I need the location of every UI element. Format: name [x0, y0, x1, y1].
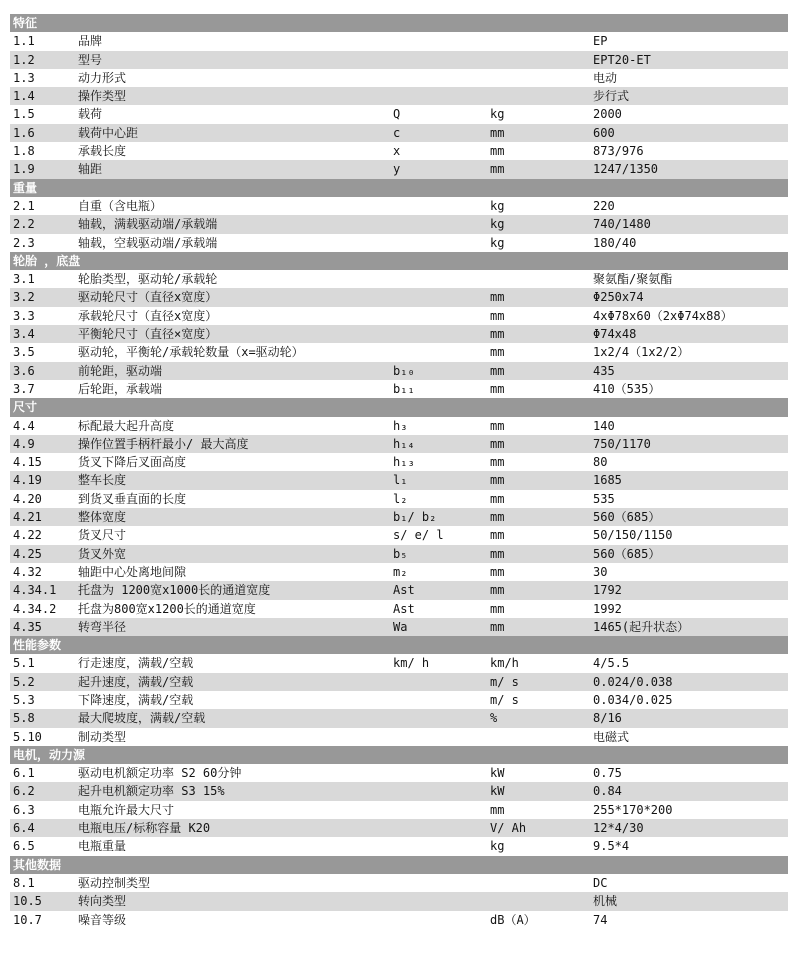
cell-unit: kg [490, 839, 505, 854]
cell-unit: mm [490, 290, 505, 305]
cell-value: 180/40 [593, 235, 637, 250]
cell-row-number: 10.5 [13, 894, 42, 909]
cell-value: 740/1480 [593, 217, 651, 232]
section-header [10, 636, 788, 654]
cell-value: 1x2/4（1x2/2） [593, 345, 690, 360]
cell-value: 步行式 [593, 89, 630, 104]
spec-row [10, 490, 788, 508]
cell-value: 560（685） [593, 510, 661, 525]
cell-value: 电动 [593, 70, 618, 85]
cell-symbol [393, 51, 490, 69]
cell-description: 轴距 [78, 162, 103, 177]
cell-value: 1792 [593, 583, 622, 598]
cell-row-number: 1.8 [13, 144, 35, 159]
cell-unit: mm [490, 162, 505, 177]
cell-unit: mm [490, 491, 505, 506]
cell-description: 品牌 [78, 34, 103, 49]
cell-description: 操作类型 [78, 89, 127, 104]
spec-row [10, 160, 788, 178]
cell-row-number: 2.3 [13, 235, 35, 250]
spec-row [10, 508, 788, 526]
spec-row [10, 288, 788, 306]
cell-unit [490, 69, 593, 87]
cell-symbol: Ast [393, 583, 415, 598]
cell-description: 电瓶允许最大尺寸 [78, 802, 175, 817]
cell-description: 整体宽度 [78, 510, 127, 525]
cell-symbol [393, 782, 490, 800]
cell-symbol: h₃ [393, 418, 408, 433]
cell-unit: mm [490, 327, 505, 342]
cell-symbol [393, 801, 490, 819]
cell-description: 驱动轮尺寸（直径x宽度） [78, 290, 218, 305]
section-title: 尺寸 [13, 400, 38, 415]
cell-symbol [393, 709, 490, 727]
spec-row [10, 343, 788, 361]
cell-description: 动力形式 [78, 70, 127, 85]
spec-row [10, 32, 788, 50]
cell-symbol: b₁₁ [393, 381, 415, 396]
cell-row-number: 5.8 [13, 711, 35, 726]
cell-unit: mm [490, 619, 505, 634]
cell-value: 0.84 [593, 784, 622, 799]
spec-row [10, 654, 788, 672]
cell-symbol: b₅ [393, 546, 408, 561]
cell-symbol: km/ h [393, 656, 430, 671]
cell-row-number: 5.2 [13, 674, 35, 689]
cell-symbol [393, 911, 490, 929]
cell-symbol [393, 673, 490, 691]
cell-row-number: 6.3 [13, 802, 35, 817]
cell-row-number: 1.5 [13, 107, 35, 122]
cell-value: 4/5.5 [593, 656, 630, 671]
cell-description: 转向类型 [78, 894, 127, 909]
cell-symbol: l₁ [393, 473, 408, 488]
section-header [10, 252, 788, 270]
cell-unit: m/ s [490, 692, 519, 707]
cell-unit: mm [490, 473, 505, 488]
cell-unit: mm [490, 125, 505, 140]
cell-value: 1685 [593, 473, 622, 488]
spec-row [10, 142, 788, 160]
cell-description: 驱动控制类型 [78, 875, 151, 890]
cell-unit: kg [490, 217, 505, 232]
cell-row-number: 10.7 [13, 912, 42, 927]
cell-unit: mm [490, 455, 505, 470]
cell-row-number: 4.9 [13, 436, 35, 451]
cell-value: DC [593, 875, 608, 890]
cell-unit: km/h [490, 656, 519, 671]
cell-description: 电瓶重量 [78, 839, 127, 854]
spec-row [10, 270, 788, 288]
section-header [10, 746, 788, 764]
cell-symbol [393, 343, 490, 361]
cell-description: 承载长度 [78, 144, 127, 159]
cell-row-number: 4.35 [13, 619, 42, 634]
cell-row-number: 4.15 [13, 455, 42, 470]
cell-value: 750/1170 [593, 436, 651, 451]
cell-description: 驱动轮，平衡轮/承载轮数量（x=驱动轮） [78, 345, 304, 360]
cell-unit: V/ Ah [490, 821, 527, 836]
section-title: 其他数据 [13, 857, 62, 872]
cell-symbol [393, 87, 490, 105]
section-title: 电机，动力源 [13, 747, 86, 762]
cell-row-number: 3.7 [13, 381, 35, 396]
cell-row-number: 5.10 [13, 729, 42, 744]
spec-row [10, 307, 788, 325]
cell-symbol: h₁₄ [393, 436, 415, 451]
cell-description: 起升电机额定功率 S3 15% [78, 784, 225, 799]
cell-row-number: 8.1 [13, 875, 35, 890]
cell-row-number: 1.2 [13, 52, 35, 67]
cell-value: 600 [593, 125, 615, 140]
specification-table [10, 14, 788, 929]
cell-value: 1992 [593, 601, 622, 616]
spec-row [10, 325, 788, 343]
spec-row [10, 435, 788, 453]
cell-row-number: 4.22 [13, 528, 42, 543]
cell-description: 载荷中心距 [78, 125, 139, 140]
cell-description: 托盘为 1200宽x1000长的通道宽度 [78, 583, 271, 598]
cell-symbol [393, 307, 490, 325]
cell-value: 80 [593, 455, 608, 470]
cell-unit: mm [490, 546, 505, 561]
section-title: 重量 [13, 180, 38, 195]
cell-unit: kW [490, 766, 505, 781]
cell-row-number: 1.3 [13, 70, 35, 85]
cell-symbol [393, 691, 490, 709]
cell-symbol: b₁/ b₂ [393, 510, 437, 525]
cell-description: 轴载，满载驱动端/承载端 [78, 217, 218, 232]
spec-row [10, 764, 788, 782]
cell-description: 驱动电机额定功率 S2 60分钟 [78, 766, 242, 781]
cell-value: EP [593, 34, 608, 49]
cell-description: 载荷 [78, 107, 103, 122]
cell-unit: % [490, 711, 498, 726]
cell-unit: mm [490, 510, 505, 525]
cell-unit: kg [490, 235, 505, 250]
cell-row-number: 4.34.1 [13, 583, 57, 598]
cell-unit: mm [490, 418, 505, 433]
cell-symbol [393, 892, 490, 910]
cell-row-number: 3.3 [13, 308, 35, 323]
spec-row [10, 892, 788, 910]
cell-row-number: 6.4 [13, 821, 35, 836]
cell-description: 后轮距，承载端 [78, 381, 163, 396]
cell-symbol [393, 325, 490, 343]
cell-value: Φ74x48 [593, 327, 637, 342]
cell-value: Φ250x74 [593, 290, 644, 305]
cell-row-number: 6.1 [13, 766, 35, 781]
cell-value: 机械 [593, 894, 618, 909]
cell-row-number: 3.2 [13, 290, 35, 305]
cell-description: 货叉外宽 [78, 546, 127, 561]
cell-unit [490, 728, 593, 746]
cell-row-number: 1.6 [13, 125, 35, 140]
cell-symbol [393, 32, 490, 50]
cell-row-number: 4.25 [13, 546, 42, 561]
cell-unit: m/ s [490, 674, 519, 689]
spec-row [10, 87, 788, 105]
spec-row [10, 801, 788, 819]
spec-row [10, 728, 788, 746]
cell-row-number: 4.21 [13, 510, 42, 525]
spec-row [10, 819, 788, 837]
cell-description: 托盘为800宽x1200长的通道宽度 [78, 601, 256, 616]
cell-row-number: 5.1 [13, 656, 35, 671]
cell-description: 噪音等级 [78, 912, 127, 927]
cell-value: 220 [593, 198, 615, 213]
spec-row [10, 618, 788, 636]
cell-unit: mm [490, 564, 505, 579]
cell-symbol: l₂ [393, 491, 408, 506]
cell-description: 行走速度，满载/空载 [78, 656, 194, 671]
cell-unit: mm [490, 601, 505, 616]
cell-unit: kg [490, 198, 505, 213]
cell-value: 255*170*200 [593, 802, 673, 817]
cell-symbol [393, 819, 490, 837]
cell-value: 1247/1350 [593, 162, 659, 177]
cell-row-number: 5.3 [13, 692, 35, 707]
cell-value: 74 [593, 912, 608, 927]
cell-value: 4xΦ78x60（2xΦ74x88） [593, 308, 733, 323]
spec-row [10, 874, 788, 892]
cell-unit: mm [490, 308, 505, 323]
cell-value: 435 [593, 363, 615, 378]
cell-row-number: 4.20 [13, 491, 42, 506]
cell-symbol: m₂ [393, 564, 408, 579]
section-header [10, 856, 788, 874]
cell-symbol [393, 874, 490, 892]
cell-symbol [393, 728, 490, 746]
cell-symbol [393, 234, 490, 252]
section-header [10, 14, 788, 32]
cell-row-number: 1.9 [13, 162, 35, 177]
cell-symbol: s/ e/ l [393, 528, 444, 543]
cell-symbol [393, 837, 490, 855]
cell-value: 9.5*4 [593, 839, 630, 854]
cell-symbol: c [393, 125, 401, 140]
spec-row [10, 453, 788, 471]
cell-unit: mm [490, 802, 505, 817]
cell-unit: mm [490, 345, 505, 360]
cell-value: 8/16 [593, 711, 622, 726]
cell-row-number: 4.4 [13, 418, 35, 433]
cell-symbol: Ast [393, 601, 415, 616]
cell-description: 前轮距，驱动端 [78, 363, 163, 378]
cell-description: 整车长度 [78, 473, 127, 488]
cell-description: 转弯半径 [78, 619, 127, 634]
section-header [10, 179, 788, 197]
cell-symbol [393, 764, 490, 782]
spec-row [10, 105, 788, 123]
cell-value: 1465(起升状态） [593, 619, 690, 634]
cell-row-number: 3.4 [13, 327, 35, 342]
cell-row-number: 1.4 [13, 89, 35, 104]
cell-value: 0.024/0.038 [593, 674, 673, 689]
spec-row [10, 124, 788, 142]
cell-unit: mm [490, 583, 505, 598]
cell-description: 轴距中心处离地间隙 [78, 564, 187, 579]
cell-value: 410（535） [593, 381, 661, 396]
cell-description: 货叉尺寸 [78, 528, 127, 543]
section-header [10, 398, 788, 416]
spec-row [10, 51, 788, 69]
cell-description: 标配最大起升高度 [78, 418, 175, 433]
section-title: 轮胎 ，底盘 [13, 253, 81, 268]
cell-symbol [393, 288, 490, 306]
cell-row-number: 3.6 [13, 363, 35, 378]
cell-symbol [393, 215, 490, 233]
spec-row [10, 417, 788, 435]
cell-row-number: 6.5 [13, 839, 35, 854]
cell-description: 货叉下降后叉面高度 [78, 455, 187, 470]
cell-value: 535 [593, 491, 615, 506]
cell-row-number: 4.32 [13, 564, 42, 579]
cell-unit [490, 32, 593, 50]
cell-row-number: 4.19 [13, 473, 42, 488]
cell-unit: mm [490, 436, 505, 451]
cell-description: 制动类型 [78, 729, 127, 744]
cell-symbol: Wa [393, 619, 408, 634]
spec-row [10, 581, 788, 599]
cell-unit [490, 270, 593, 288]
spec-row [10, 362, 788, 380]
cell-unit [490, 87, 593, 105]
cell-description: 电瓶电压/标称容量 K20 [78, 821, 211, 836]
cell-value: 12*4/30 [593, 821, 644, 836]
cell-value: 0.75 [593, 766, 622, 781]
cell-symbol: x [393, 144, 401, 159]
cell-unit: kg [490, 107, 505, 122]
spec-row [10, 911, 788, 929]
cell-row-number: 2.2 [13, 217, 35, 232]
spec-row [10, 234, 788, 252]
cell-unit [490, 874, 593, 892]
cell-description: 平衡轮尺寸（直径×宽度） [78, 327, 218, 342]
cell-value: 0.034/0.025 [593, 692, 673, 707]
cell-value: 30 [593, 564, 608, 579]
section-title: 性能参数 [13, 638, 62, 653]
cell-value: EPT20-ET [593, 52, 651, 67]
cell-value: 140 [593, 418, 615, 433]
cell-symbol [393, 69, 490, 87]
cell-description: 下降速度，满载/空载 [78, 692, 194, 707]
cell-description: 型号 [78, 52, 103, 67]
section-title: 特征 [13, 16, 38, 30]
spec-row [10, 471, 788, 489]
spec-row [10, 69, 788, 87]
cell-value: 2000 [593, 107, 622, 122]
cell-unit: kW [490, 784, 505, 799]
cell-description: 最大爬坡度，满载/空载 [78, 711, 206, 726]
cell-row-number: 3.1 [13, 272, 35, 287]
cell-description: 承载轮尺寸（直径x宽度） [78, 308, 218, 323]
cell-row-number: 6.2 [13, 784, 35, 799]
spec-row [10, 837, 788, 855]
cell-symbol: Q [393, 107, 401, 122]
cell-unit: mm [490, 144, 505, 159]
spec-row [10, 526, 788, 544]
cell-row-number: 3.5 [13, 345, 35, 360]
spec-row [10, 197, 788, 215]
spec-row [10, 215, 788, 233]
cell-value: 50/150/1150 [593, 528, 673, 543]
cell-row-number: 1.1 [13, 34, 35, 49]
cell-description: 自重（含电瓶） [78, 198, 163, 213]
cell-symbol [393, 270, 490, 288]
spec-row [10, 709, 788, 727]
cell-description: 起升速度，满载/空载 [78, 674, 194, 689]
cell-row-number: 4.34.2 [13, 601, 57, 616]
cell-value: 电磁式 [593, 729, 630, 744]
cell-description: 轮胎类型，驱动轮/承载轮 [78, 272, 218, 287]
cell-value: 560（685） [593, 546, 661, 561]
cell-unit: mm [490, 528, 505, 543]
cell-value: 聚氨酯/聚氨酯 [593, 272, 673, 287]
cell-unit [490, 892, 593, 910]
cell-unit: dB（A） [490, 912, 536, 927]
cell-description: 操作位置手柄杆最小/ 最大高度 [78, 436, 249, 451]
cell-unit [490, 51, 593, 69]
spec-row [10, 380, 788, 398]
spec-row [10, 782, 788, 800]
cell-symbol: b₁₀ [393, 363, 415, 378]
cell-row-number: 2.1 [13, 198, 35, 213]
cell-description: 到货叉垂直面的长度 [78, 491, 187, 506]
cell-description: 轴载，空载驱动端/承载端 [78, 235, 218, 250]
spec-row [10, 691, 788, 709]
cell-symbol [393, 197, 490, 215]
cell-symbol: y [393, 162, 401, 177]
cell-value: 873/976 [593, 144, 644, 159]
spec-row [10, 600, 788, 618]
spec-row [10, 545, 788, 563]
spec-row [10, 563, 788, 581]
cell-unit: mm [490, 363, 505, 378]
cell-symbol: h₁₃ [393, 455, 415, 470]
cell-unit: mm [490, 381, 505, 396]
spec-row [10, 673, 788, 691]
